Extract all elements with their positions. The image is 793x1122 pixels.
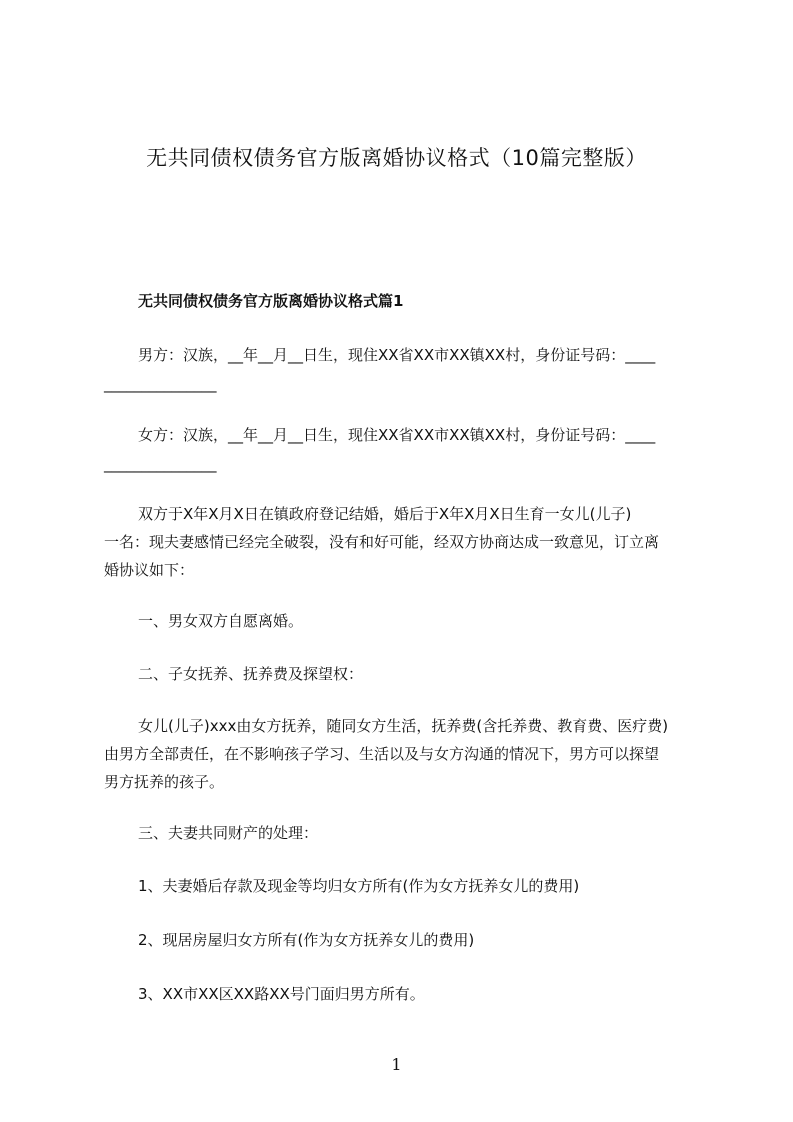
child-support-line-1: 女儿(儿子)xxx由女方抚养，随同女方生活，抚养费(含托养费、教育费、医疗费): [138, 717, 669, 735]
intro-line-2: 一名：现夫妻感情已经完全破裂，没有和好可能，经双方协商达成一致意见，订立离: [104, 533, 660, 551]
page-number: 1: [391, 1055, 402, 1074]
clause-2: 二、子女抚养、抚养费及探望权：: [138, 665, 364, 683]
clause-3: 三、夫妻共同财产的处理：: [138, 824, 319, 842]
section-heading: 无共同债权债务官方版离婚协议格式篇1: [138, 292, 404, 310]
property-item-3: 3、XX市XX区XX路XX号门面归男方所有。: [138, 985, 425, 1003]
intro-line-3: 婚协议如下：: [104, 561, 195, 579]
male-party-line: 男方：汉族，__年__月__日生，现住XX省XX市XX镇XX村，身份证号码：____: [138, 346, 656, 364]
clause-1: 一、男女双方自愿离婚。: [138, 612, 304, 630]
property-item-2: 2、现居房屋归女方所有(作为女方抚养女儿的费用): [138, 931, 475, 949]
document-title: 无共同债权债务官方版离婚协议格式（10篇完整版）: [146, 146, 647, 170]
property-item-1: 1、夫妻婚后存款及现金等均归女方所有(作为女方抚养女儿的费用): [138, 877, 580, 895]
child-support-line-3: 男方抚养的孩子。: [104, 773, 225, 791]
child-support-line-2: 由男方全部责任，在不影响孩子学习、生活以及与女方沟通的情况下，男方可以探望: [104, 745, 660, 763]
female-party-id-blank: _______________: [104, 455, 217, 473]
female-party-line: 女方：汉族，__年__月__日生，现住XX省XX市XX镇XX村，身份证号码：____: [138, 426, 656, 444]
intro-line-1: 双方于X年X月X日在镇政府登记结婚，婚后于X年X月X日生育一女儿(儿子): [138, 505, 632, 523]
male-party-id-blank: _______________: [104, 375, 217, 393]
